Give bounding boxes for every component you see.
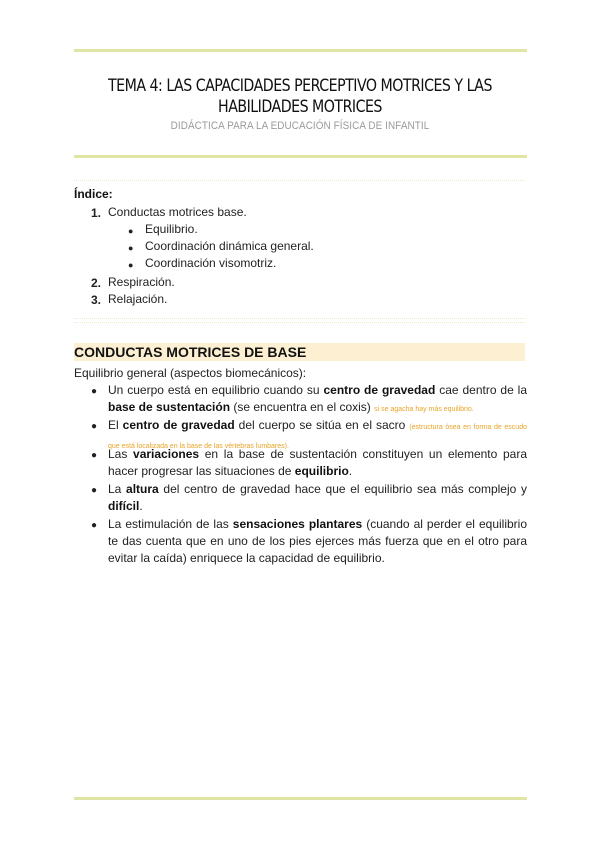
footer-rule — [74, 797, 527, 800]
title-line-1: TEMA 4: LAS CAPACIDADES PERCEPTIVO MOTRICES Y LAS — [108, 76, 492, 95]
index-subitem-bullet: ● — [128, 243, 134, 253]
bullet-4-marker: ● — [91, 485, 98, 496]
top-rule — [74, 49, 527, 52]
bullet-3-marker: ● — [91, 450, 98, 461]
index-top-divider — [74, 180, 525, 181]
bullet-5-marker: ● — [91, 520, 98, 531]
bullet-1-text: Un cuerpo está en equilibrio cuando su centro de gravedad cae dentro de la base de sustentación (se encuentra en el coxis) si se agacha hay más equilibrio. — [108, 383, 527, 414]
index-number-3: 3. — [91, 293, 102, 307]
annotation-note: (estructura ósea en forma de escudo que está localizada en la base de las vértebras lumbares). — [108, 424, 527, 450]
index-item-2: Respiración. — [108, 275, 175, 289]
bullet-1-marker: ● — [91, 386, 98, 397]
index-bottom-divider — [74, 318, 525, 319]
annotation-note: si se agacha hay más equilibrio. — [374, 406, 474, 413]
section-heading: CONDUCTAS MOTRICES DE BASE — [74, 343, 525, 361]
index-number-1: 1. — [91, 206, 102, 220]
index-subitem-2: Coordinación dinámica general. — [145, 239, 314, 253]
index-item-3: Relajación. — [108, 292, 168, 306]
index-subitem-bullet: ● — [128, 260, 134, 270]
index-bottom-divider-2 — [74, 322, 525, 323]
bullet-2-text: El centro de gravedad del cuerpo se sitúa en el sacro (estructura ósea en forma de escudo que está localizada en la base de las vértebras lumbares). — [108, 418, 527, 450]
bullet-3-text: Las variaciones en la base de sustentación constituyen un elemento para hacer progresar las situaciones de equilibrio. — [108, 447, 528, 478]
bullet-5-text: La estimulación de las sensaciones plantares (cuando al perder el equilibrio te das cuenta que en uno de los pies ejerces más fuerza que en el otro para evitar la caída) enriquece la capacidad de equilibrio. — [108, 517, 527, 565]
index-subitem-3: Coordinación visomotriz. — [145, 256, 277, 270]
bullet-4-text: La altura del centro de gravedad hace que el equilibrio sea más complejo y difícil. — [108, 482, 527, 513]
index-item-1: Conductas motrices base. — [108, 205, 247, 219]
index-heading: Índice: — [74, 187, 113, 201]
index-number-2: 2. — [91, 276, 102, 290]
page-title — [94, 75, 507, 117]
title-line-2: HABILIDADES MOTRICES — [218, 97, 382, 116]
section-subheading: Equilibrio general (aspectos biomecánicos): — [74, 366, 307, 380]
page-subtitle: DIDÁCTICA PARA LA EDUCACIÓN FÍSICA DE INFANTIL — [170, 120, 430, 132]
bullet-2-marker: ● — [91, 421, 98, 432]
index-subitem-1: Equilibrio. — [145, 222, 198, 236]
index-subitem-bullet: ● — [128, 226, 134, 236]
header-bottom-rule — [74, 155, 527, 158]
